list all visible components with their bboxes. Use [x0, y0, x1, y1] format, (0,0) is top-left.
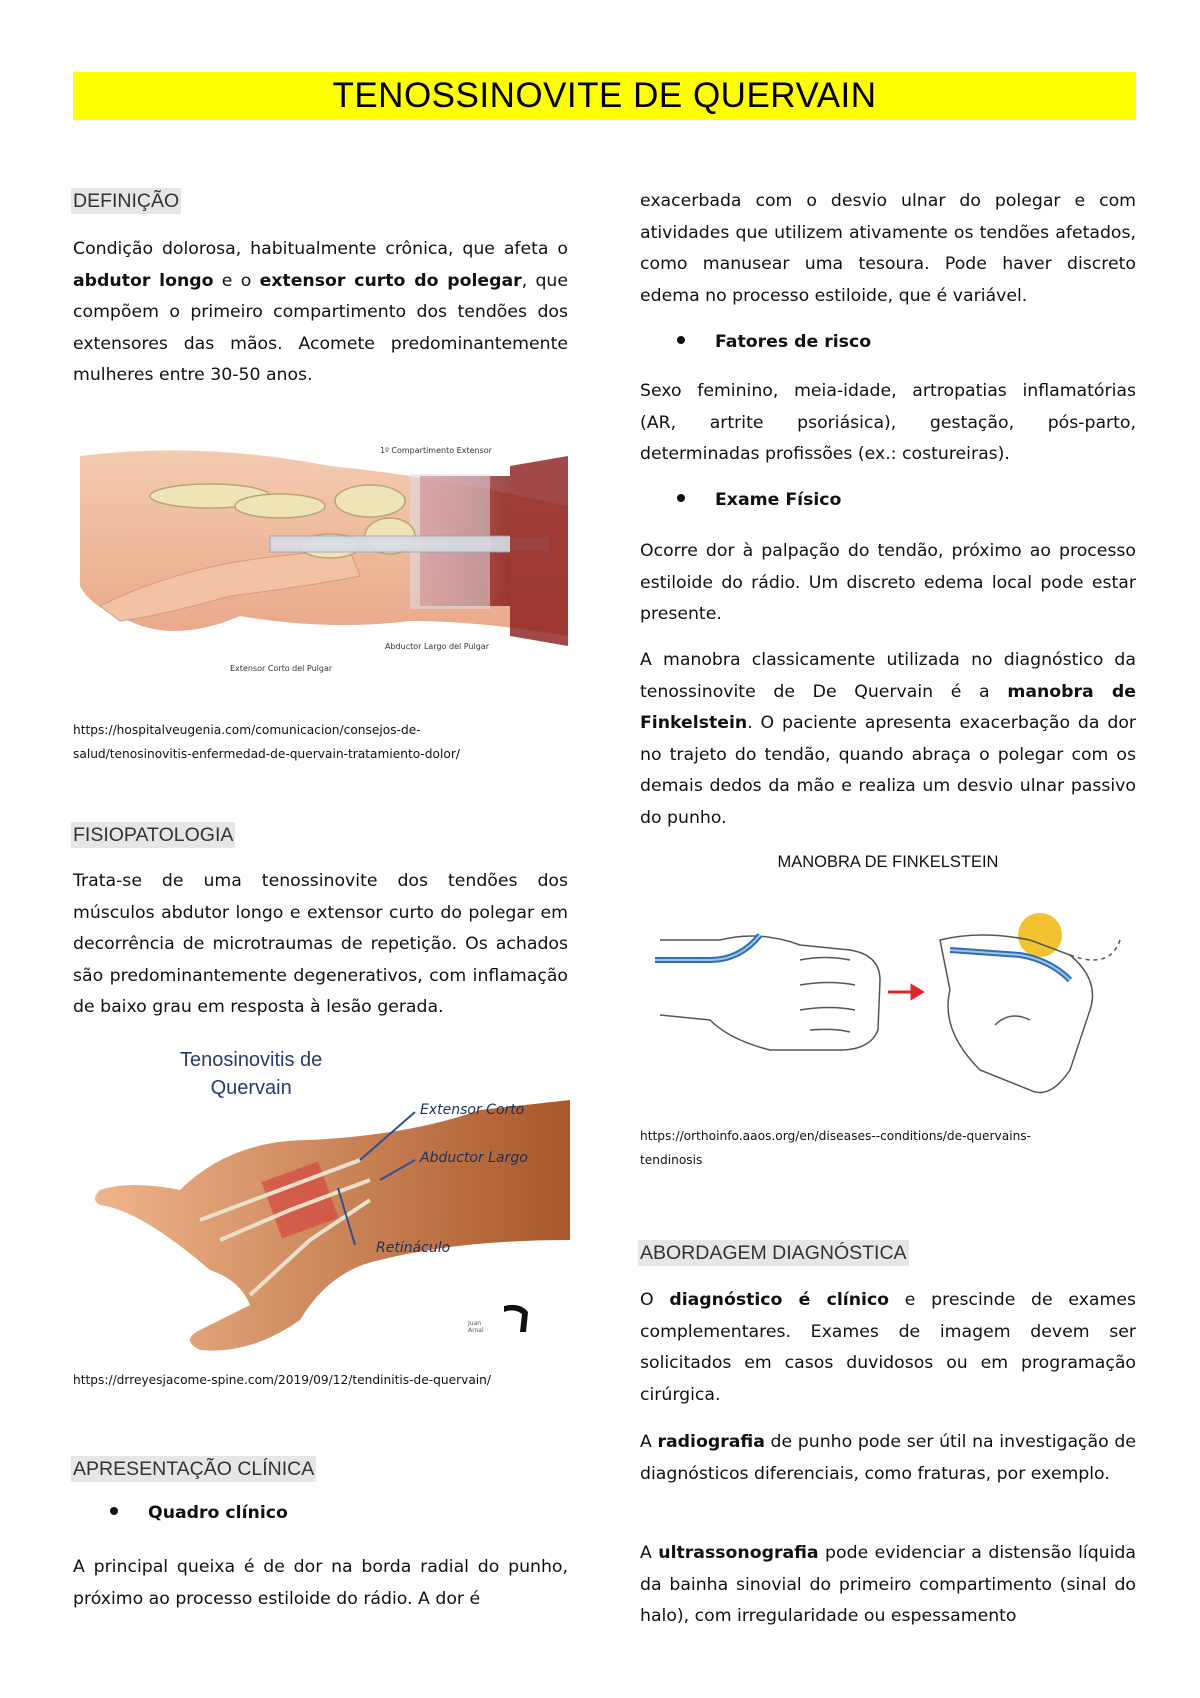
text-run: O: [640, 1290, 670, 1310]
bullet-dot-icon: [677, 494, 685, 502]
logo-line2: Arnal: [468, 1327, 484, 1334]
text-run: e prescinde de exames complementares. Exames de imagem devem ser solicitados em casos duvidosos ou em programação cirúrgica.: [640, 1290, 1136, 1405]
bullet-fatores-risco: [677, 332, 871, 352]
tenosinovitis-illustration: [80, 1040, 570, 1355]
source-3-line1[interactable]: https://orthoinfo.aaos.org/en/diseases--conditions/de-quervains-: [640, 1129, 1032, 1143]
logo-line1: Juan: [468, 1320, 482, 1327]
bullet-quadro-clinico: [110, 1503, 288, 1523]
bullet-exame-fisico: [677, 490, 841, 510]
fig2-title-line2: Quervain: [210, 1077, 292, 1099]
bold-term: diagnóstico é clínico: [669, 1290, 890, 1310]
fig2-label-retinaculo: Retináculo: [376, 1240, 451, 1256]
bullet-label: Quadro clínico: [148, 1503, 288, 1523]
fig2-title: [180, 1046, 322, 1102]
text-run: A: [640, 1543, 659, 1563]
bold-term: abdutor longo: [73, 270, 214, 291]
source-1-line1[interactable]: https://hospitalveugenia.com/comunicacion/consejos-de-: [73, 723, 421, 737]
bullet-dot-icon: [677, 336, 685, 344]
logo-text: [468, 1320, 484, 1334]
title-banner: [73, 72, 1136, 120]
fig1-label-top: 1º Compartimento Extensor: [380, 446, 492, 455]
source-1-line2[interactable]: salud/tenosinovitis-enfermedad-de-quervain-tratamiento-dolor/: [73, 747, 460, 761]
bold-term: extensor curto do polegar: [259, 270, 522, 291]
text-run: pode evidenciar a distensão líquida da bainha sinovial do primeiro compartimento (sinal do halo), com irregularidade ou espessamento: [640, 1543, 1136, 1627]
abordagem-p3: [640, 1538, 1136, 1633]
manobra-text: [640, 645, 1136, 835]
text-run: , que compõem o primeiro compartimento dos tendões dos extensores das mãos. Acomete predominantemente mulheres entre 30-50 anos.: [73, 270, 569, 386]
page-title: TENOSSINOVITE DE QUERVAIN: [332, 76, 877, 115]
fatores-risco-text: Sexo feminino, meia-idade, artropatias inflamatórias (AR, artrite psoriásica), gestação, pós-parto, determinadas profissões (ex.: costureiras).: [640, 381, 1136, 465]
abordagem-p2: [640, 1427, 1136, 1490]
figure-caption-finkelstein: MANOBRA DE FINKELSTEIN: [777, 853, 999, 871]
heading-apresentacao: APRESENTAÇÃO CLÍNICA: [73, 1458, 315, 1480]
figure-finkelstein: [650, 900, 1140, 1100]
text-run: de punho pode ser útil na investigação de diagnósticos diferenciais, como fraturas, por exemplo.: [640, 1432, 1136, 1484]
definicao-text: [73, 234, 568, 392]
fig2-title-line1: Tenosinovitis de: [180, 1049, 323, 1071]
text-run: A: [640, 1432, 658, 1452]
heading-fisiopatologia: FISIOPATOLOGIA: [73, 824, 234, 846]
bullet-dot-icon: [110, 1507, 118, 1515]
bold-term: ultrassonografia: [658, 1543, 819, 1563]
bullet-label: Exame Físico: [715, 490, 842, 510]
source-2[interactable]: https://drreyesjacome-spine.com/2019/09/12/tendinitis-de-quervain/: [73, 1373, 491, 1387]
fig1-label-bottom: Extensor Corto del Pulgar: [230, 664, 333, 673]
heading-definicao: DEFINIÇÃO: [73, 190, 180, 212]
fig2-label-extensor: Extensor Corto: [420, 1102, 525, 1118]
finkelstein-illustration: [650, 900, 1140, 1100]
figure-hand-anatomy: [80, 446, 568, 674]
hand-anatomy-illustration: [80, 446, 568, 674]
figure-tenosinovitis: [80, 1040, 570, 1355]
text-run: e o: [213, 270, 260, 291]
fisiopatologia-text: Trata-se de uma tenossinovite dos tendões dos músculos abdutor longo e extensor curto do polegar em decorrência de microtraumas de repetição. Os achados são predominantemente degenerativos, com inflamação de baixo grau em resposta à lesão gerada.: [73, 871, 568, 1018]
bold-term: radiografia: [657, 1432, 765, 1452]
fig1-label-mid: Abductor Largo del Pulgar: [385, 642, 489, 651]
bold-term: manobra de Finkelstein: [640, 681, 1136, 734]
bullet-label: Fatores de risco: [715, 332, 872, 352]
fig2-label-abductor: Abductor Largo: [420, 1150, 528, 1166]
source-3-line2[interactable]: tendinosis: [640, 1153, 703, 1167]
exame-fisico-text: Ocorre dor à palpação do tendão, próximo ao processo estiloide do rádio. Um discreto edema local pode estar presente.: [640, 541, 1136, 625]
text-run: . O paciente apresenta exacerbação da dor no trajeto do tendão, quando abraça o polegar com os demais dedos da mão e realiza um desvio ulnar passivo do punho.: [640, 713, 1136, 828]
apresentacao-text: A principal queixa é de dor na borda radial do punho, próximo ao processo estiloide do rádio. A dor é: [73, 1557, 568, 1609]
text-run: A manobra classicamente utilizada no diagnóstico da tenossinovite de De Quervain é a: [640, 650, 1136, 702]
juan-arnal-logo-icon: [500, 1302, 534, 1334]
heading-abordagem: ABORDAGEM DIAGNÓSTICA: [640, 1242, 907, 1264]
text-run: Condição dolorosa, habitualmente crônica, que afeta o: [73, 239, 568, 259]
abordagem-p1: [640, 1285, 1136, 1411]
quadro-clinico-continuation: exacerbada com o desvio ulnar do polegar e com atividades que utilizem ativamente os tendões afetados, como manusear uma tesoura. Pode haver discreto edema no processo estiloide, que é variável.: [640, 191, 1136, 306]
